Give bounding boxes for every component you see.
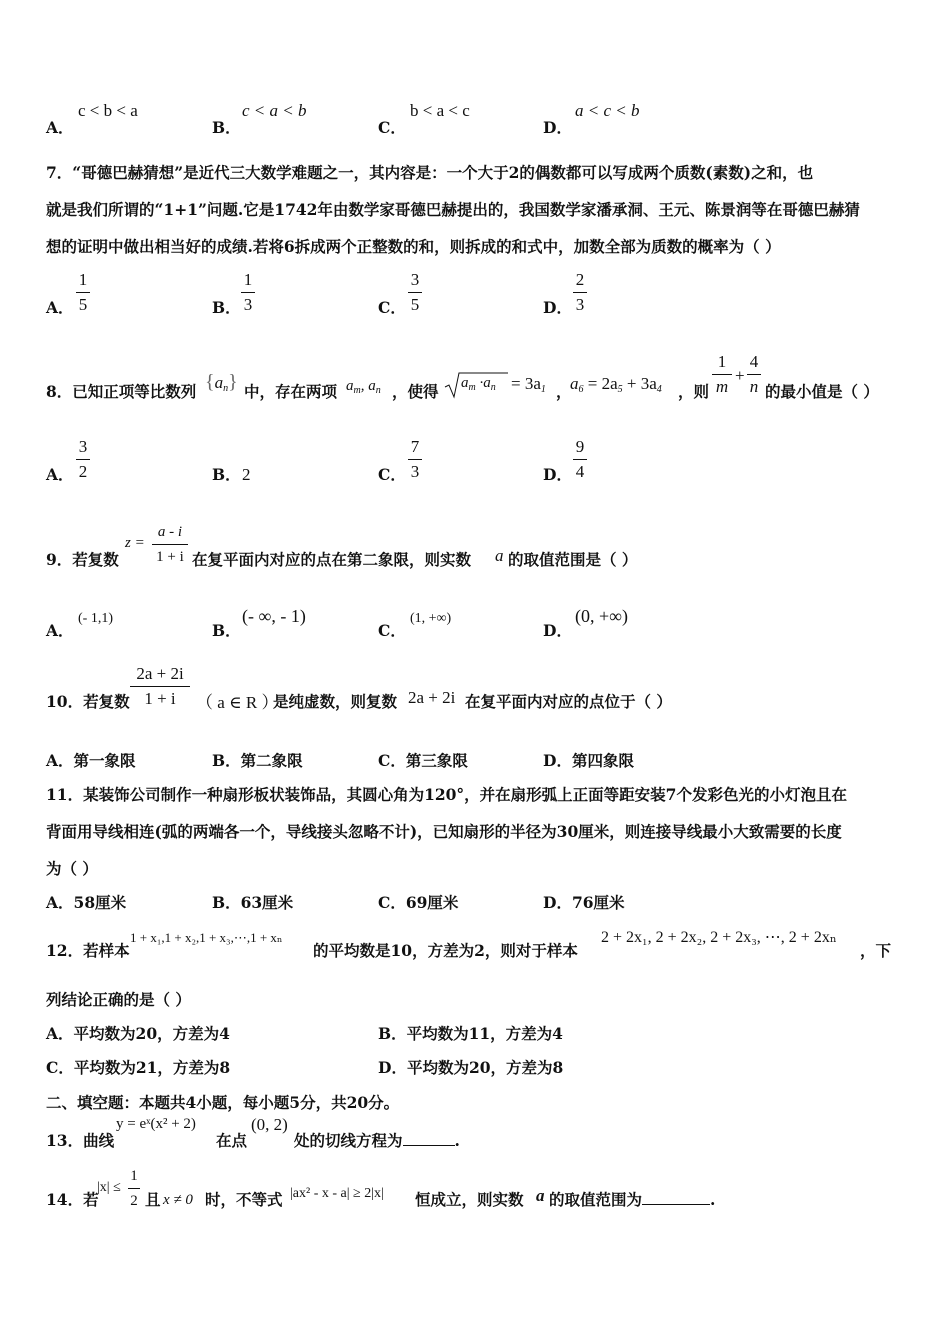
q6-option-c-label: C． [378,118,406,137]
q8-fraction-1: 1 m [712,352,732,397]
q7-b-num: 1 [243,270,253,289]
q10-option-c: C．第三象限 [378,751,468,770]
q8-comma: ， [556,382,572,401]
q9-var: a [495,546,504,565]
q8-option-d-label: D． [543,465,572,484]
q7-c-num: 3 [410,270,420,289]
q8-text-4: ，则 [678,382,710,401]
q8-text-3: ，使得 [392,382,439,401]
q10-expr: 2a + 2i [408,688,456,707]
q14-nonzero: x ≠ 0 [163,1192,193,1208]
q7-line-2: 就是我们所谓的“1+1”问题.它是1742年由数学家哥德巴赫提出的，我国数学家潘承洞、王元、陈景润等在哥德巴赫猜 [46,200,860,219]
q7-line-1: 7．“哥德巴赫猜想”是近代三大数学难题之一，其内容是：一个大于2的偶数都可以写成两个质数(素数)之和，也 [46,163,814,182]
q14-text-3: 时，不等式 [205,1190,283,1209]
q7-option-c-fraction [408,270,422,315]
q7-option-d-label: D． [543,298,572,317]
q10-text-3: 在复平面内对应的点位于（ ） [465,692,672,711]
q9-option-b-text: (- ∞, - 1) [242,606,306,626]
q14-abs-x: |x| ≤ [97,1180,121,1195]
q12-sample-2: 2 + 2x₁, 2 + 2x₂, 2 + 2x₃, ⋯, 2 + 2xₙ [601,929,837,946]
q7-option-a-label: A． [46,298,74,317]
q12-text-3: ，下 [860,941,892,960]
q8-option-d-fraction: 9 4 [573,437,587,482]
q7-option-a-fraction [76,270,90,315]
q14-half: 1 2 [128,1166,140,1211]
q7-option-b-fraction [241,270,255,315]
q13-curve: y = eˣ(x² + 2) [116,1116,196,1132]
q13-answer-blank [403,1131,455,1146]
q8-text-5: 的最小值是（ ） [765,382,879,401]
q11-option-c: C．69厘米 [378,893,459,912]
q8-eq2: $a_6 = 2a_5 + 3a_4$ [570,374,662,395]
q6-option-b-label: B． [212,118,241,137]
q9-option-c-label: C． [378,621,406,640]
q12-option-d: D．平均数为20，方差为8 [378,1058,564,1077]
q11-line-3: 为（ ） [46,859,98,878]
q12-option-a: A．平均数为20，方差为4 [46,1024,230,1043]
q13-text-3: 处的切线方程为 . [294,1131,460,1150]
q12-sample-1: 1 + x₁,1 + x₂,1 + x₃,⋯,1 + xₙ [130,930,283,945]
q8-fraction-2: 4 n [747,352,761,397]
q9-option-b-label: B． [212,621,241,640]
q10-option-a: A．第一象限 [46,751,136,770]
q14-text-2: 且 [145,1190,161,1209]
q9-z-eq: z = [125,535,145,551]
q11-option-a: A．58厘米 [46,893,127,912]
q9-text-1: 9．若复数 [46,550,119,569]
q8-text-1: 8．已知正项等比数列 [46,382,197,401]
q14-inequality: |ax² - x - a| ≥ 2|x| [290,1186,384,1201]
q11-option-b: B．63厘米 [212,893,294,912]
q9-text-3: 的取值范围是（ ） [508,550,638,569]
q8-sequence: $\{a_n\}$ [205,371,238,394]
q9-option-d-label: D． [543,621,572,640]
q10-condition: （ a ∈ R ） [196,693,279,712]
q13-text-2: 在点 [216,1131,248,1150]
q13-text-1: 13．曲线 [46,1131,115,1150]
q6-option-a-label: A． [46,118,74,137]
q10-option-d: D．第四象限 [543,751,634,770]
q7-d-den: 3 [575,295,585,314]
q14-answer-blank [642,1190,710,1205]
q7-option-b-label: B． [212,298,241,317]
q12-text-1: 12．若样本 [46,941,130,960]
q6-option-b-text: c < a < b [242,101,307,120]
q7-a-den: 5 [78,295,88,314]
q6-option-d-text: a < c < b [575,101,640,120]
q11-line-2: 背面用导线相连(弧的两端各一个，导线接头忽略不计)，已知扇形的半径为30厘米，则连接导线最小大致需要的长度 [46,822,842,841]
q8-option-c-fraction: 7 3 [408,437,422,482]
q14-var: a [536,1186,545,1205]
q7-option-d-fraction [573,270,587,315]
q8-option-c-label: C． [378,465,406,484]
q12-option-c: C．平均数为21，方差为8 [46,1058,231,1077]
q9-option-a-text: (- 1,1) [78,611,113,626]
section-2-heading: 二、填空题：本题共4小题，每小题5分，共20分。 [46,1093,400,1112]
q9-option-a-label: A． [46,621,74,640]
q8-option-a-fraction: 3 2 [76,437,90,482]
q6-option-a-text: c < b < a [78,101,138,120]
q13-point: (0, 2) [251,1115,288,1134]
q8-option-a-label: A． [46,465,74,484]
q9-option-d-text: (0, +∞) [575,606,628,626]
q9-fraction: a - i 1 + i [152,522,188,567]
q8-terms: $a_m$, $a_n$ [346,378,381,396]
q9-option-c-text: (1, +∞) [410,611,452,626]
q9-text-2: 在复平面内对应的点在第二象限，则实数 [192,550,472,569]
q8-text-2: 中，存在两项 [244,382,338,401]
q8-plus: + [735,366,745,385]
q7-d-num: 2 [575,270,585,289]
q12-option-b: B．平均数为11，方差为4 [378,1024,563,1043]
q11-option-d: D．76厘米 [543,893,625,912]
q10-option-b: B．第二象限 [212,751,303,770]
q8-option-b-text: 2 [242,465,251,484]
q11-line-1: 11．某装饰公司制作一种扇形板状装饰品，其圆心角为120°，并在扇形弧上正面等距安装7个发彩色光的小灯泡且在 [46,785,847,804]
q14-text-4: 恒成立，则实数 [415,1190,524,1209]
q12-line-2: 列结论正确的是（ ） [46,990,191,1009]
q7-c-den: 5 [410,295,420,314]
q10-fraction: 2a + 2i 1 + i [130,664,190,709]
q14-text-5: 的取值范围为 . [549,1190,716,1209]
q10-text-2: 是纯虚数，则复数 [273,692,398,711]
q7-a-num: 1 [78,270,88,289]
q7-line-3: 想的证明中做出相当好的成绩.若将6拆成两个正整数的和，则拆成的和式中，加数全部为质数的概率为（ ） [46,237,781,256]
q6-option-c-text: b < a < c [410,101,470,120]
q12-text-2: 的平均数是10，方差为2，则对于样本 [313,941,578,960]
q14-text-1: 14．若 [46,1190,99,1209]
q8-option-b-label: B． [212,465,241,484]
q6-option-d-label: D． [543,118,572,137]
q8-eq1-rhs: = $3a_1$ [511,374,546,395]
q7-b-den: 3 [243,295,253,314]
q8-root-content: $a_m \cdot a_n$ [461,375,496,393]
q10-text-1: 10．若复数 [46,692,130,711]
q7-option-c-label: C． [378,298,406,317]
